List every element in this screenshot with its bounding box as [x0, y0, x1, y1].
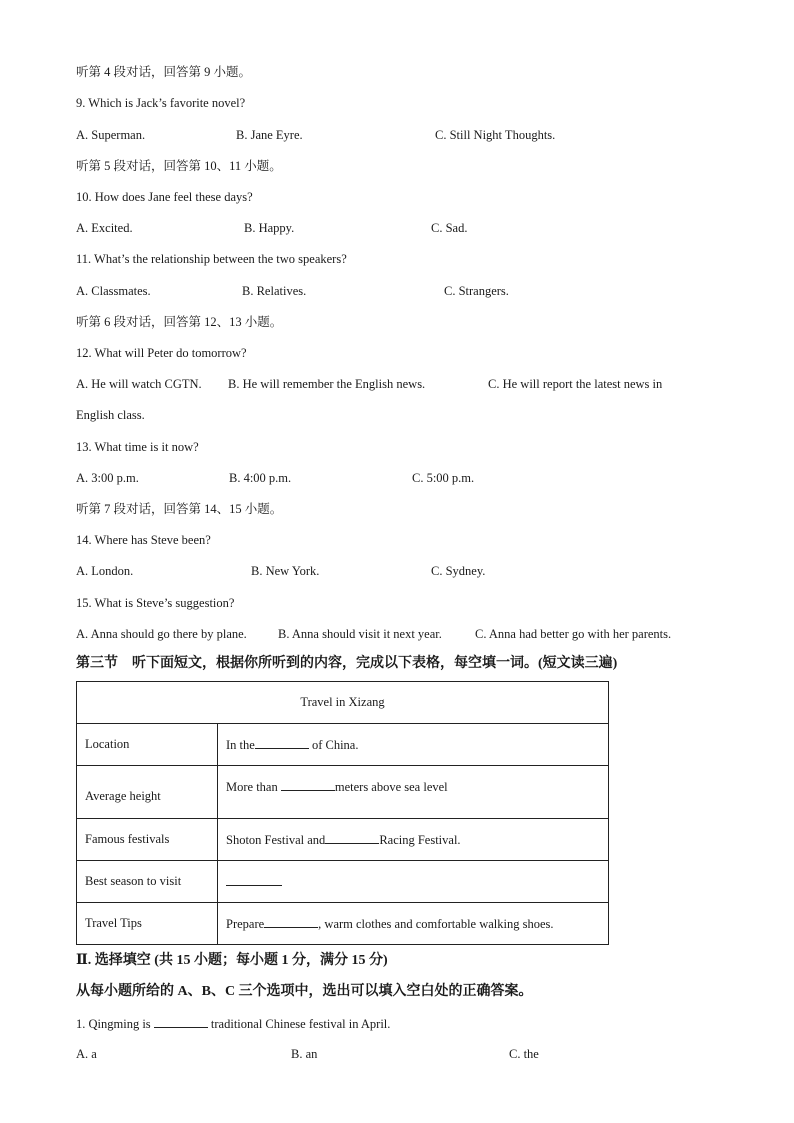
- section-header: 听第 5 段对话，回答第 10、11 小题。: [76, 159, 282, 173]
- option-a: A. 3:00 p.m.: [76, 471, 139, 485]
- option-c: C. Sad.: [431, 221, 468, 235]
- row-content: [218, 861, 609, 903]
- travel-table: [76, 681, 609, 945]
- row-content: In the of China.: [218, 724, 609, 766]
- question-12: 12. What will Peter do tomorrow?: [76, 346, 247, 360]
- option-b: B. Happy.: [244, 221, 295, 235]
- option-c-continued: English class.: [76, 408, 145, 422]
- part3-heading: 第三节 听下面短文，根据你所听到的内容，完成以下表格，每空填一词。(短文读三遍): [76, 656, 618, 671]
- option-b: B. New York.: [251, 564, 320, 578]
- row-label: Best season to visit: [77, 861, 218, 903]
- answer-blank[interactable]: [264, 915, 318, 928]
- answer-blank[interactable]: [154, 1015, 208, 1028]
- answer-blank[interactable]: [255, 736, 309, 749]
- question-15: 15. What is Steve’s suggestion?: [76, 596, 235, 610]
- option-b: B. Jane Eyre.: [236, 128, 303, 142]
- option-b: B. an: [291, 1047, 318, 1061]
- section-header: 听第 4 段对话，回答第 9 小题。: [76, 65, 252, 79]
- question-11: 11. What’s the relationship between the two speakers?: [76, 252, 347, 266]
- option-c: C. Strangers.: [444, 284, 509, 298]
- section-header: 听第 7 段对话，回答第 14、15 小题。: [76, 502, 283, 516]
- option-a: A. Anna should go there by plane.: [76, 627, 247, 641]
- option-a: A. Superman.: [76, 128, 146, 142]
- part2-instruction: 从每小题所给的 A、B、C 三个选项中，选出可以填入空白处的正确答案。: [76, 984, 533, 999]
- option-b: B. Relatives.: [242, 284, 307, 298]
- option-c: C. Anna had better go with her parents.: [475, 627, 672, 641]
- answer-blank[interactable]: [281, 778, 335, 791]
- section-header: 听第 6 段对话，回答第 12、13 小题。: [76, 315, 283, 329]
- option-a: A. Excited.: [76, 221, 133, 235]
- part2-heading: Ⅱ. 选择填空 (共 15 小题；每小题 1 分，满分 15 分): [76, 953, 388, 968]
- option-c: C. Sydney.: [431, 564, 486, 578]
- question-1: 1. Qingming is traditional Chinese festival in April.: [76, 1017, 391, 1031]
- row-label: Famous festivals: [77, 819, 218, 861]
- table-row: [77, 819, 609, 861]
- question-13: 13. What time is it now?: [76, 440, 199, 454]
- question-10: 10. How does Jane feel these days?: [76, 190, 253, 204]
- question-9: 9. Which is Jack’s favorite novel?: [76, 96, 246, 110]
- table-row: [77, 766, 609, 819]
- option-a: A. a: [76, 1047, 97, 1061]
- row-label: Average height: [77, 766, 218, 819]
- option-b: B. He will remember the English news.: [228, 377, 426, 391]
- table-title: Travel in Xizang: [77, 682, 609, 724]
- answer-blank[interactable]: [226, 873, 282, 886]
- table-row: [77, 724, 609, 766]
- row-label: Location: [77, 724, 218, 766]
- row-label: Travel Tips: [77, 903, 218, 945]
- option-a: A. Classmates.: [76, 284, 151, 298]
- row-content: Shoton Festival and Racing Festival.: [218, 819, 609, 861]
- row-content: More than meters above sea level: [218, 766, 609, 819]
- option-c: C. the: [509, 1047, 539, 1061]
- option-a: A. He will watch CGTN.: [76, 377, 202, 391]
- option-c: C. Still Night Thoughts.: [435, 128, 556, 142]
- row-content: Prepare , warm clothes and comfortable walking shoes.: [218, 903, 609, 945]
- option-b: B. Anna should visit it next year.: [278, 627, 442, 641]
- option-b: B. 4:00 p.m.: [229, 471, 292, 485]
- option-c: C. He will report the latest news in: [488, 377, 663, 391]
- table-row: [77, 861, 609, 903]
- question-14: 14. Where has Steve been?: [76, 533, 211, 547]
- option-c: C. 5:00 p.m.: [412, 471, 475, 485]
- answer-blank[interactable]: [325, 831, 379, 844]
- option-a: A. London.: [76, 564, 134, 578]
- table-row: [77, 903, 609, 945]
